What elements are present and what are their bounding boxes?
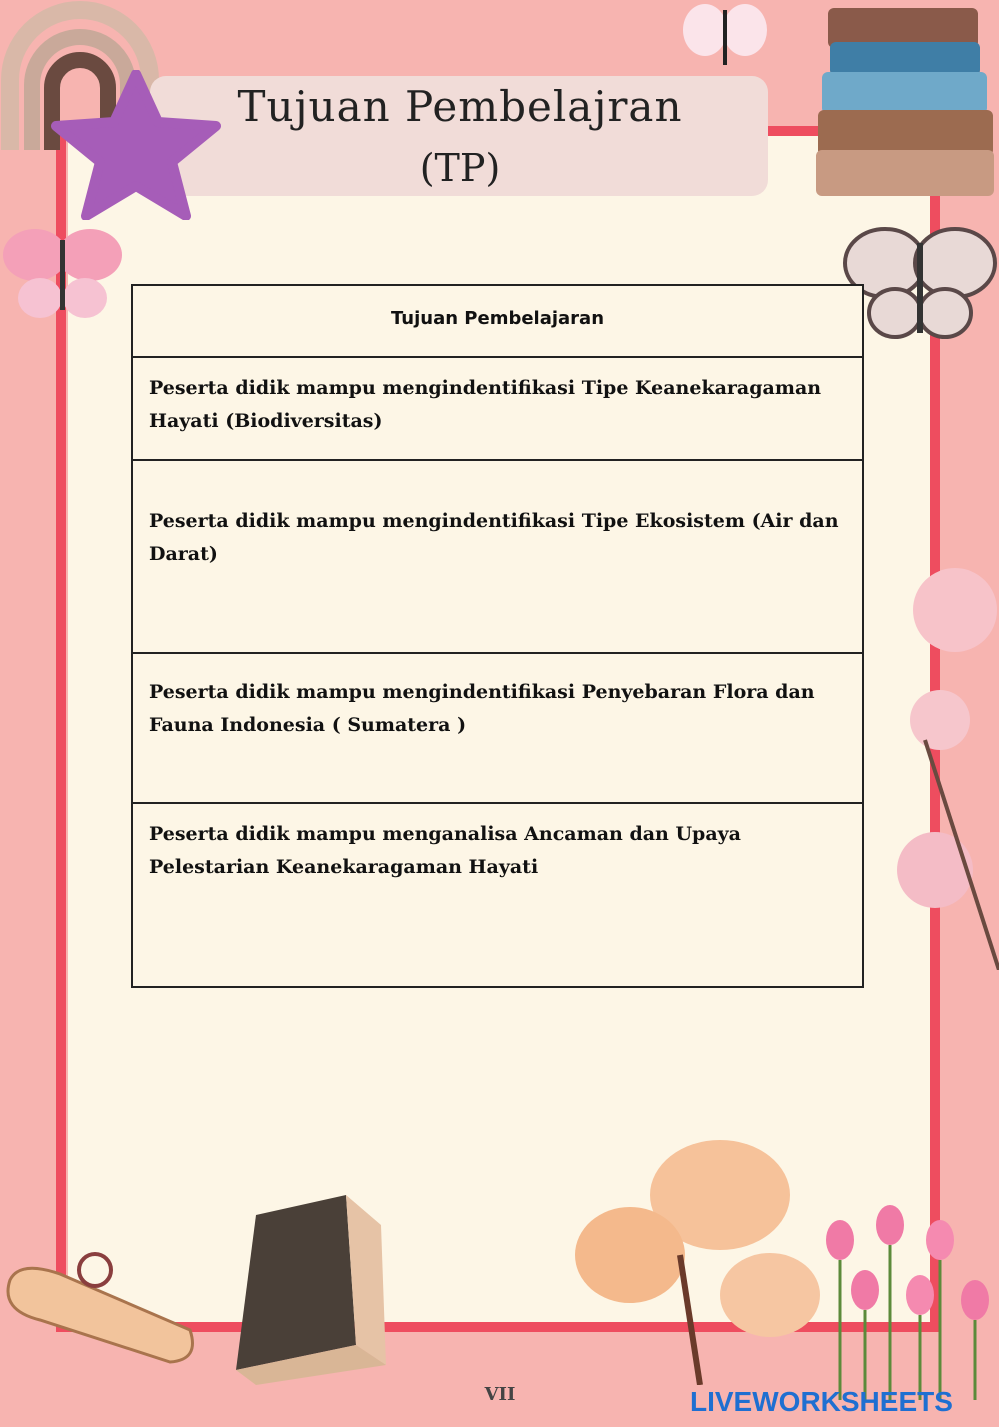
- page-title: Tujuan Pembelajran: [237, 82, 683, 131]
- table-header: Tujuan Pembelajaran: [390, 308, 605, 329]
- objective-text: Peserta didik mampu mengindentifikasi Penyebaran Flora dan Fauna Indonesia ( Sumatera ): [149, 681, 815, 736]
- page-subtitle: (TP): [419, 146, 501, 190]
- objective-text: Peserta didik mampu menganalisa Ancaman dan Upaya Pelestarian Keanekaragaman Hayati: [149, 823, 741, 878]
- scroll-icon: [0, 1240, 200, 1370]
- butterfly-outline-icon: [680, 0, 770, 80]
- pink-butterfly-icon: [0, 220, 125, 330]
- objective-text: Peserta didik mampu mengindentifikasi Tipe Ekosistem (Air dan Darat): [149, 510, 839, 565]
- objective-text: Peserta didik mampu mengindentifikasi Tipe Keanekaragaman Hayati (Biodiversitas): [149, 377, 822, 432]
- liveworksheets-watermark: LIVEWORKSHEETS: [690, 1386, 953, 1417]
- pink-flowers-icon: [885, 550, 999, 970]
- books-stack-icon: [808, 0, 999, 205]
- table-row: [133, 802, 862, 988]
- table-row: [133, 652, 862, 802]
- learning-objectives-table: [131, 284, 864, 988]
- table-row: [133, 356, 862, 459]
- page-number: VII: [484, 1384, 516, 1405]
- old-book-icon: [216, 1195, 392, 1385]
- table-row: [133, 459, 862, 652]
- tulips-icon: [800, 1200, 999, 1400]
